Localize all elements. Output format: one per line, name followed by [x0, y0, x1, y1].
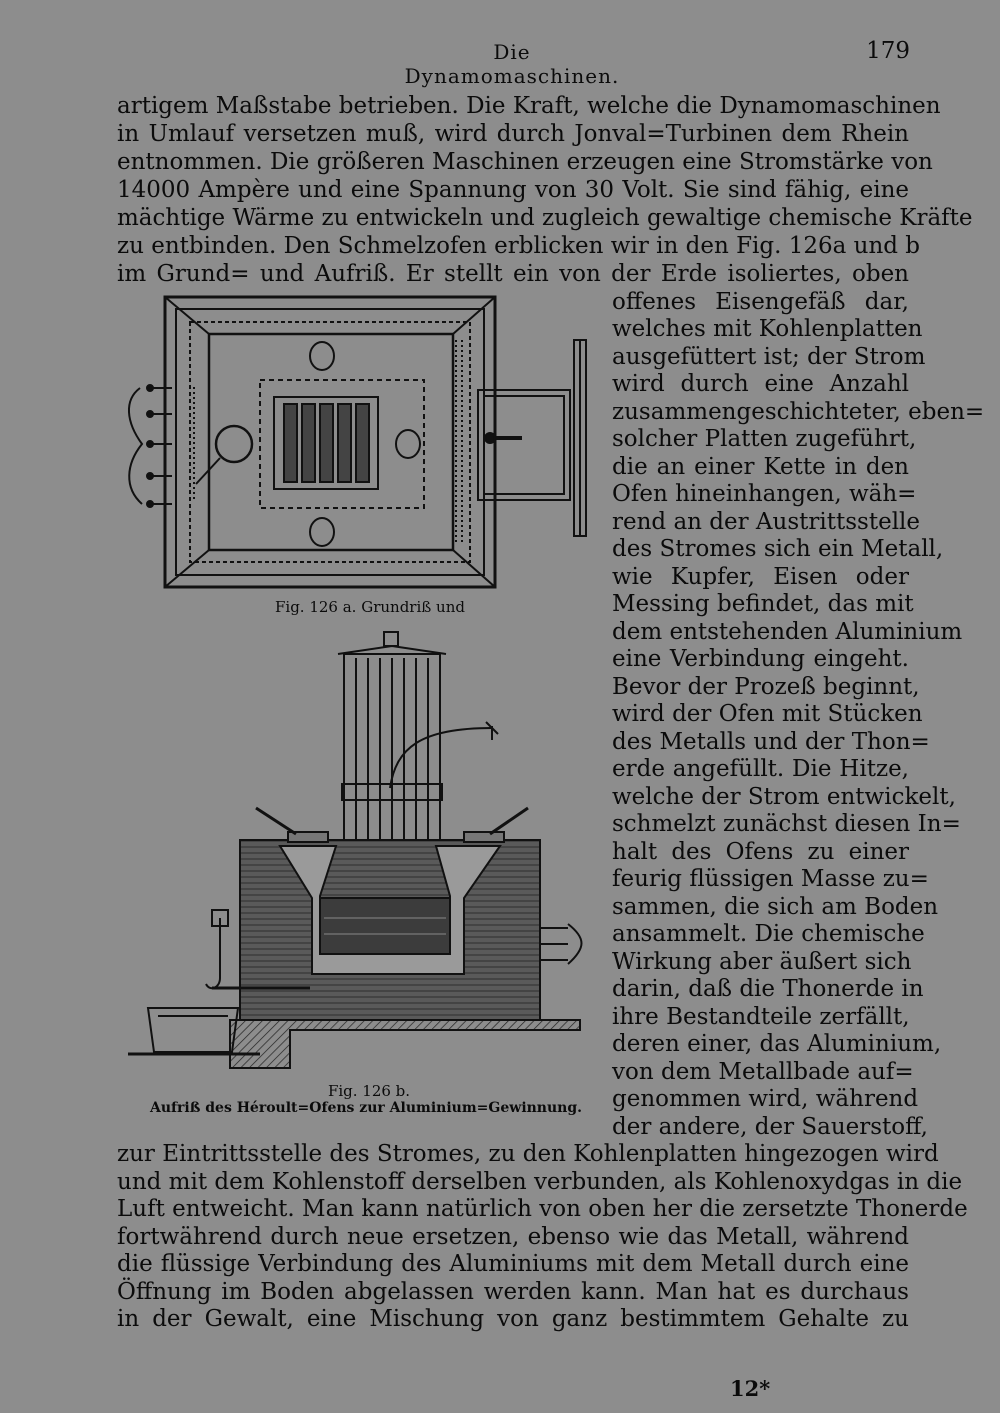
text-line: sammen, die sich am Boden: [612, 894, 939, 920]
text-line: Öffnung im Boden abgelassen werden kann. Man hat es durchaus: [117, 1279, 909, 1305]
text-line: in der Gewalt, eine Mischung von ganz bestimmtem Gehalte zu: [117, 1306, 909, 1332]
text-line: in Umlauf versetzen muß, wird durch Jonval=Turbinen dem Rhein: [117, 121, 909, 147]
text-line: die flüssige Verbindung des Aluminiums mit dem Metall durch eine: [117, 1251, 909, 1277]
text-line: darin, daß die Thonerde in: [612, 976, 924, 1002]
text-line: Bevor der Prozeß beginnt,: [612, 674, 920, 700]
text-line: wird der Ofen mit Stücken: [612, 701, 923, 727]
text-line: solcher Platten zugeführt,: [612, 426, 917, 452]
text-line: ihre Bestandteile zerfällt,: [612, 1004, 910, 1030]
text-line: artigem Maßstabe betrieben. Die Kraft, welche die Dynamomaschinen: [117, 93, 941, 119]
text-line: 14000 Ampère und eine Spannung von 30 Volt. Sie sind fähig, eine: [117, 177, 909, 203]
text-line: feurig flüssigen Masse zu=: [612, 866, 929, 892]
text-line: rend an der Austrittsstelle: [612, 509, 921, 535]
page-number: 179: [866, 38, 910, 64]
text-line: und mit dem Kohlenstoff derselben verbunden, als Kohlenoxydgas in die: [117, 1169, 963, 1195]
text-line: von dem Metallbade auf=: [612, 1059, 914, 1085]
text-line: Messing befindet, das mit: [612, 591, 914, 617]
text-line: welches mit Kohlenplatten: [612, 316, 923, 342]
text-line: wie Kupfer, Eisen oder: [612, 564, 909, 590]
text-line: der andere, der Sauerstoff,: [612, 1114, 928, 1140]
text-line: erde angefüllt. Die Hitze,: [612, 756, 909, 782]
text-line: Wirkung aber äußert sich: [612, 949, 912, 975]
text-line: Ofen hineinhangen, wäh=: [612, 481, 917, 507]
figure-126a-caption: Fig. 126 a. Grundriß und: [275, 598, 465, 616]
figure-126b-caption: Aufriß des Héroult=Ofens zur Aluminium=Gewinnung.: [149, 1100, 583, 1116]
text-line: die an einer Kette in den: [612, 454, 909, 480]
text-line: dem entstehenden Aluminium: [612, 619, 963, 645]
text-line: offenes Eisengefäß dar,: [612, 289, 909, 315]
text-line: des Stromes sich ein Metall,: [612, 536, 944, 562]
text-line: eine Verbindung eingeht.: [612, 646, 909, 672]
text-line: fortwährend durch neue ersetzen, ebenso wie das Metall, während: [117, 1224, 909, 1250]
text-line: schmelzt zunächst diesen In=: [612, 811, 961, 837]
text-line: Luft entweicht. Man kann natürlich von oben her die zersetzte Thonerde: [117, 1196, 968, 1222]
figure-126b-number: Fig. 126 b.: [327, 1082, 411, 1100]
text-line: halt des Ofens zu einer: [612, 839, 909, 865]
text-line: im Grund= und Aufriß. Er stellt ein von der Erde isoliertes, oben: [117, 261, 909, 287]
text-line: deren einer, das Aluminium,: [612, 1031, 942, 1057]
text-line: zur Eintrittsstelle des Stromes, zu den Kohlenplatten hingezogen wird: [117, 1141, 939, 1167]
running-header: Die Dynamomaschinen.: [404, 40, 620, 88]
text-line: zusammengeschichteter, eben=: [612, 399, 985, 425]
text-line: ausgefüttert ist; der Strom: [612, 344, 926, 370]
text-line: wird durch eine Anzahl: [612, 371, 909, 397]
text-line: mächtige Wärme zu entwickeln und zugleich gewaltige chemische Kräfte: [117, 205, 973, 231]
figure-126b-elevation-drawing: [120, 628, 590, 1076]
signature-mark: 12*: [730, 1376, 771, 1401]
text-line: entnommen. Die größeren Maschinen erzeugen eine Stromstärke von: [117, 149, 933, 175]
text-line: welche der Strom entwickelt,: [612, 784, 956, 810]
text-line: zu entbinden. Den Schmelzofen erblicken wir in den Fig. 126a und b: [117, 233, 921, 259]
text-line: ansammelt. Die chemische: [612, 921, 925, 947]
text-line: des Metalls und der Thon=: [612, 729, 930, 755]
text-line: genommen wird, während: [612, 1086, 919, 1112]
figure-126a-plan-drawing: [112, 292, 602, 597]
